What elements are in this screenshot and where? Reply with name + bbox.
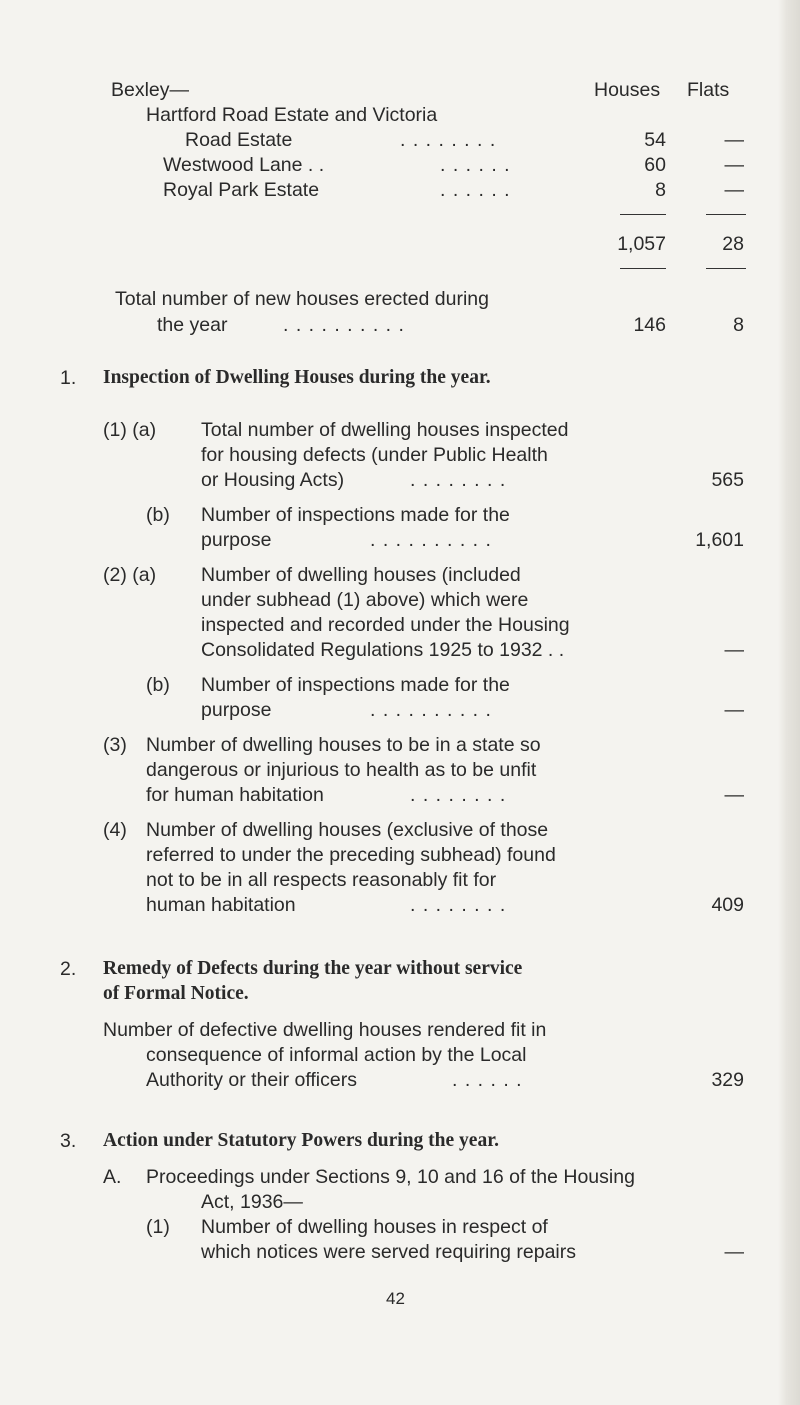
item-value: 565	[711, 469, 744, 491]
leader-dots: . . . . . . . .	[410, 469, 507, 491]
houses-column-header: Houses	[594, 79, 661, 101]
section-title: of Formal Notice.	[103, 983, 249, 1004]
item-text: dangerous or injurious to health as to be unfit	[146, 759, 537, 781]
item-text: which notices were served requiring repairs	[201, 1241, 577, 1263]
subsection-label: A.	[103, 1166, 122, 1188]
row-label: Hartford Road Estate and Victoria	[146, 104, 438, 126]
item-text: for human habitation	[146, 784, 324, 806]
item-text: Number of dwelling houses to be in a state so	[146, 734, 541, 756]
total-rule	[706, 268, 746, 269]
section-number: 2.	[60, 958, 77, 980]
item-value: —	[724, 699, 744, 721]
item-text: Total number of dwelling houses inspected	[201, 419, 569, 441]
section-value: 329	[711, 1069, 744, 1091]
item-text: Number of inspections made for the	[201, 674, 510, 696]
item-text: not to be in all respects reasonably fit for	[146, 869, 497, 891]
item-label: (b)	[146, 504, 170, 526]
section-title: Action under Statutory Powers during the year.	[103, 1130, 499, 1151]
item-text: human habitation	[146, 894, 296, 916]
item-text: Consolidated Regulations 1925 to 1932 . .	[201, 639, 565, 661]
new-flats-value: 8	[733, 314, 744, 336]
item-label: (1)	[146, 1216, 170, 1238]
item-text: Number of dwelling houses in respect of	[201, 1216, 548, 1238]
section-text: Authority or their officers	[146, 1069, 357, 1091]
page-number: 42	[386, 1289, 405, 1308]
item-text: inspected and recorded under the Housing	[201, 614, 570, 636]
subsection-text: Act, 1936—	[201, 1191, 303, 1213]
leader-dots: . . . . . . . . . .	[283, 314, 405, 336]
item-value: —	[724, 639, 744, 661]
leader-dots: . . . . . . . .	[400, 129, 497, 151]
subtotal-rule	[620, 214, 666, 215]
item-value: —	[724, 1241, 744, 1263]
leader-dots: . . . . . . . .	[410, 894, 507, 916]
page-edge-shadow	[778, 0, 800, 1405]
section-title: Remedy of Defects during the year without service	[103, 958, 523, 979]
leader-dots: . . . . . . . . . .	[370, 699, 492, 721]
flats-value: —	[724, 129, 744, 151]
new-houses-value: 146	[633, 314, 666, 336]
leader-dots: . . . . . . . . . .	[370, 529, 492, 551]
section-title: Inspection of Dwelling Houses during the year.	[103, 367, 491, 388]
item-text: referred to under the preceding subhead) found	[146, 844, 556, 866]
item-value: —	[724, 784, 744, 806]
item-text: purpose	[201, 699, 272, 721]
row-label: Royal Park Estate	[163, 179, 320, 201]
new-houses-label: Total number of new houses erected during	[115, 288, 489, 310]
flats-value: —	[724, 179, 744, 201]
item-value: 1,601	[695, 529, 744, 551]
leader-dots: . . . . . .	[452, 1069, 523, 1091]
item-label: (4)	[103, 819, 127, 841]
row-label: Road Estate	[185, 129, 293, 151]
section-number: 1.	[60, 367, 77, 389]
item-text: for housing defects (under Public Health	[201, 444, 548, 466]
item-label: (2) (a)	[103, 564, 157, 586]
total-flats: 28	[722, 233, 744, 255]
new-houses-label: the year	[157, 314, 228, 336]
row-label: Westwood Lane . .	[163, 154, 325, 176]
bexley-heading: Bexley—	[111, 79, 190, 101]
item-text: under subhead (1) above) which were	[201, 589, 529, 611]
total-houses: 1,057	[617, 233, 666, 255]
leader-dots: . . . . . . . .	[410, 784, 507, 806]
total-rule	[620, 268, 666, 269]
subsection-text: Proceedings under Sections 9, 10 and 16 of the Housing	[146, 1166, 635, 1188]
item-label: (1) (a)	[103, 419, 157, 441]
item-label: (b)	[146, 674, 170, 696]
houses-value: 8	[655, 179, 666, 201]
leader-dots: . . . . . .	[440, 179, 511, 201]
item-text: purpose	[201, 529, 272, 551]
item-text: Number of dwelling houses (included	[201, 564, 521, 586]
item-label: (3)	[103, 734, 127, 756]
flats-value: —	[724, 154, 744, 176]
item-value: 409	[711, 894, 744, 916]
item-text: or Housing Acts)	[201, 469, 345, 491]
houses-value: 54	[644, 129, 666, 151]
section-text: consequence of informal action by the Local	[146, 1044, 527, 1066]
item-text: Number of dwelling houses (exclusive of those	[146, 819, 549, 841]
leader-dots: . . . . . .	[440, 154, 511, 176]
section-text: Number of defective dwelling houses rendered fit in	[103, 1019, 547, 1041]
houses-value: 60	[644, 154, 666, 176]
item-text: Number of inspections made for the	[201, 504, 510, 526]
section-number: 3.	[60, 1130, 77, 1152]
subtotal-rule	[706, 214, 746, 215]
flats-column-header: Flats	[687, 79, 730, 101]
